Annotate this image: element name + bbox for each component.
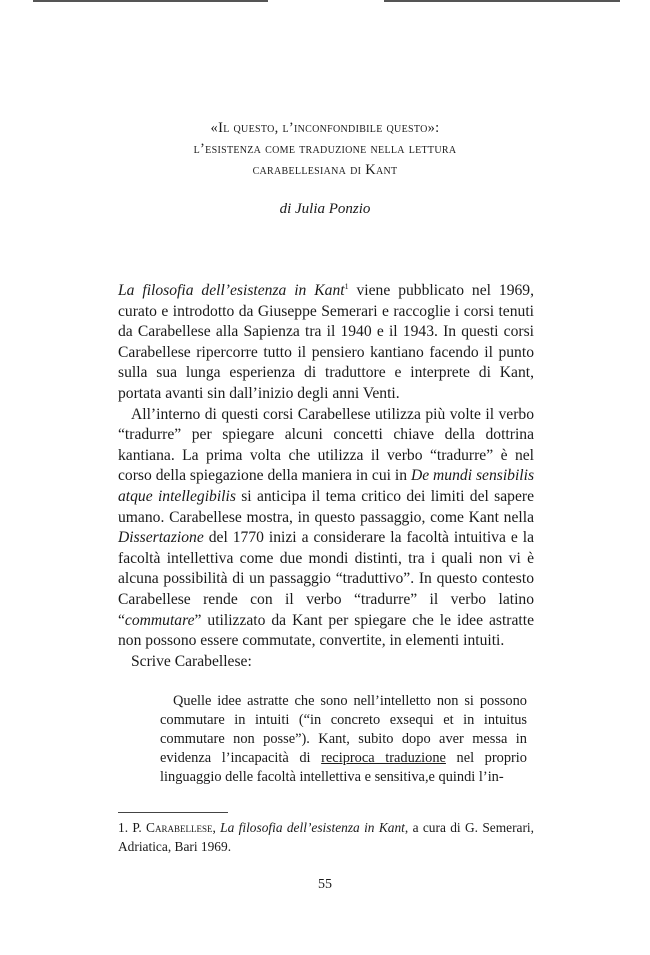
footnote-number: 1. P. xyxy=(118,820,147,835)
footnote-mark[interactable]: 1 xyxy=(344,282,349,291)
footnote-separator: , xyxy=(212,820,221,835)
work-title: La filosofia dell’esistenza in Kant xyxy=(118,282,345,299)
footnote-rule xyxy=(118,812,228,813)
header-rule-left xyxy=(33,0,268,2)
paragraph-2-part-2: si anticipa il tema critico dei limiti del sapere umano. Carabellese mostra, in questo passaggio, come Kant nella xyxy=(118,487,534,526)
title-line-3: carabellesiana di Kant xyxy=(252,162,398,178)
quote-part-1: Quelle idee astratte che sono nell’intelletto non si possono commutare in intuiti (“in concreto exsequi et in intuitus commutare non posse”). Kant, subito dopo aver messa in evidenza l’incapacità di xyxy=(160,693,527,766)
paragraph-1-text: viene pubblicato nel 1969, curato e introdotto da Giuseppe Semerari e raccoglie i corsi tenuti da Carabellese alla Sapienza tra il 1940 e il 1943. In questi corsi Carabellese ripercorre tutto il pensiero kantiano facendo il punto sulla sua lunga esperienza di traduttore e interprete di Kant, portata avanti sin dall’inizio degli anni Venti. xyxy=(118,282,534,402)
paragraph-2 xyxy=(118,405,534,652)
footnote-author: Carabellese xyxy=(146,820,213,835)
footnote-1 xyxy=(118,818,534,856)
paragraph-2-italic-2: Dissertazione xyxy=(118,529,204,547)
title-line-1: «Il questo, l’inconfondibile questo»: xyxy=(210,120,440,136)
paragraph-2-italic-1: De mundi sensibilis atque intellegibilis xyxy=(118,467,535,505)
quote-paragraph xyxy=(160,692,527,787)
title-line-2: l’esistenza come traduzione nella lettura xyxy=(193,141,457,157)
paragraph-3: Scrive Carabellese: xyxy=(131,652,252,670)
block-quote xyxy=(160,692,527,787)
footnote-work-title: La filosofia dell’esistenza in Kant xyxy=(220,820,405,835)
paragraph-2-part-1: All’interno di questi corsi Carabellese utilizza più volte il verbo “tradurre” per spiegare alcuni concetti chiave della dottrina kantiana. La prima volta che utilizza il verbo “tradurre” è nel corso della spiegazione della maniera in cui in xyxy=(118,405,534,485)
paragraph-2-italic-3: commutare xyxy=(124,611,195,629)
quote-underlined: reciproca traduzione xyxy=(321,750,446,766)
quote-part-2: nel proprio linguaggio delle facoltà intellettiva e sensitiva,e quindi l’in- xyxy=(160,750,527,785)
article-body xyxy=(118,281,534,672)
paragraph-1 xyxy=(118,281,534,405)
header-rule-right xyxy=(384,0,620,2)
article-author: di Julia Ponzio xyxy=(279,201,371,217)
footnote-rest: , a cura di G. Semerari, Adriatica, Bari 1969. xyxy=(118,820,535,854)
article-title xyxy=(100,118,550,181)
paragraph-2-part-4: ” utilizzato da Kant per spiegare che le idee astratte non possono essere commutate, convertite, in elementi intuiti. xyxy=(118,611,534,650)
page-number: 55 xyxy=(318,877,332,892)
paragraph-2-part-3: del 1770 inizi a considerare la facoltà intuitiva e la facoltà intellettiva come due mondi distinti, tra i quali non vi è alcuna possibilità di un passaggio “traduttivo”. In questo contesto Carabellese rende con il verbo “tradurre” il verbo latino “ xyxy=(118,529,534,629)
